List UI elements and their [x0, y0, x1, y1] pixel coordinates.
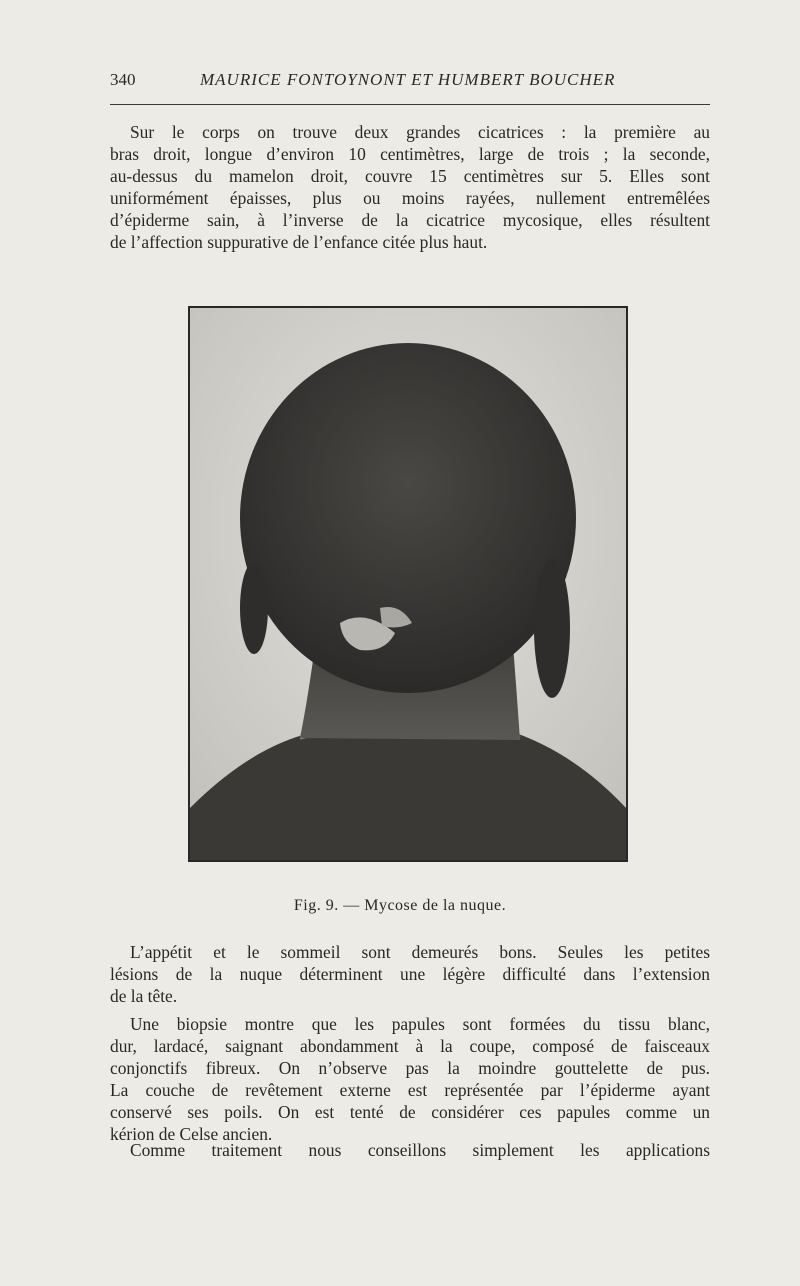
text-line: d’épiderme sain, à l’inverse de la cicatrice mycosique, elles résultent [110, 210, 710, 230]
text-line: conservé ses poils. On est tenté de considérer ces papules comme un [110, 1102, 710, 1122]
text-line: L’appétit et le sommeil sont demeurés bons. Seules les petites [130, 942, 710, 962]
text-line: lésions de la nuque déterminent une légère difficulté dans l’extension [110, 964, 710, 984]
running-title: MAURICE FONTOYNONT ET HUMBERT BOUCHER [200, 70, 616, 89]
text-line: dur, lardacé, saignant abondamment à la coupe, composé de faisceaux [110, 1036, 710, 1056]
figure-photograph [188, 306, 628, 862]
text-line: de la tête. [110, 986, 178, 1006]
text-line: bras droit, longue d’environ 10 centimètres, large de trois ; la seconde, [110, 144, 710, 164]
paragraph-appetite [110, 941, 710, 1007]
text-line: Comme traitement nous conseillons simplement les applications [130, 1140, 710, 1160]
photo-back-of-head [190, 308, 626, 860]
figure-caption: Fig. 9. — Mycose de la nuque. [293, 897, 507, 914]
text-line: Une biopsie montre que les papules sont formées du tissu blanc, [130, 1014, 710, 1034]
text-line: La couche de revêtement externe est représentée par l’épiderme ayant [110, 1080, 710, 1100]
paragraph-scars [110, 121, 710, 253]
text-line: conjonctifs fibreux. On n’observe pas la moindre gouttelette de pus. [110, 1058, 710, 1078]
running-head [110, 70, 710, 96]
header-rule [110, 104, 710, 105]
text-line: de l’affection suppurative de l’enfance citée plus haut. [110, 232, 488, 252]
page-number: 340 [110, 70, 136, 89]
text-line: kérion de Celse ancien. [110, 1124, 273, 1144]
paragraph-treatment [110, 1139, 710, 1161]
text-line: uniformément épaisses, plus ou moins rayées, nullement entremêlées [110, 188, 710, 208]
text-line: Sur le corps on trouve deux grandes cicatrices : la première au [130, 122, 710, 142]
text-line: au-dessus du mamelon droit, couvre 15 centimètres sur 5. Elles sont [110, 166, 710, 186]
paragraph-biopsy [110, 1013, 710, 1145]
